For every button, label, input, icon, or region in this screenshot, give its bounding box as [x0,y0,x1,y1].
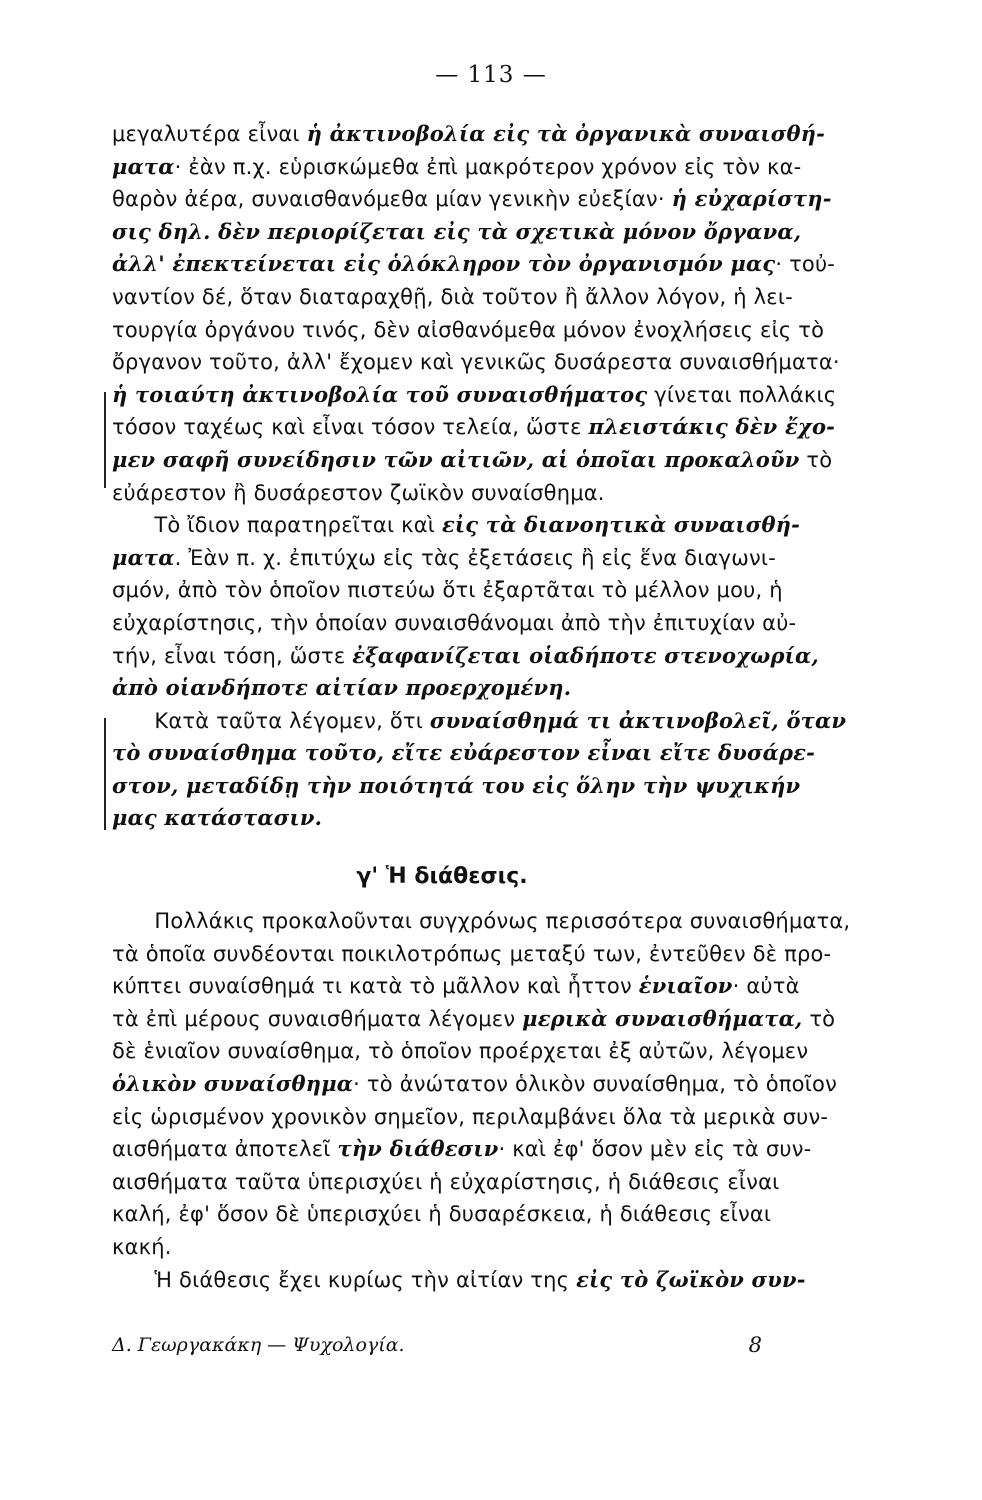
text-line [112,672,772,705]
text-run: · ἐὰν π.χ. εὑρισκώμεθα ἐπὶ μακρότερον χρόνον εἰς τὸν κα- [174,154,802,179]
text-run: σμόν, ἀπὸ τὸν ὁποῖον πιστεύω ὅτι ἐξαρτᾶται τὸ μέλλον μου, ἡ [112,578,783,603]
emphasized-text: ἡ εὐχαρίστη- [671,186,832,212]
text-line [112,542,776,575]
text-line [112,1068,837,1101]
text-line [112,640,819,673]
emphasized-text: ἀλλ' ἐπεκτείνεται εἰς ὁλόκληρον τὸν ὀργανισμόν μας [112,251,776,277]
text-run: αισθήματα ἀποτελεῖ [112,1137,338,1162]
text-run: Ἡ διάθεσις ἔχει κυρίως τὴν αἰτίαν της [112,1267,577,1292]
text-run: τὰ ὁποῖα συνδέονται ποικιλοτρόπως μεταξύ των, ἐντεῦθεν δὲ προ- [112,941,832,966]
text-line [112,216,802,249]
text-run: τουργία ὀργάνου τινός, δὲν αἰσθανόμεθα μόνον ἐνοχλήσεις εἰς τὸ [112,317,825,342]
text-line [112,802,772,835]
text-run: · αὐτὰ [732,974,800,999]
text-run: τὰ ἐπὶ μέρους συναισθήματα λέγομεν [112,1006,523,1031]
footer-author-title: Δ. Γεωργακάκη — Ψυχολογία. [112,1334,405,1356]
text-line [112,151,802,184]
signature-mark: 8 [748,1333,762,1357]
text-run: Τὸ ἴδιον παρατηρεῖται καὶ [112,513,442,538]
emphasized-text: εἰς τὰ διανοητικὰ συναισθή- [441,512,801,538]
text-run: κακή. [112,1235,172,1259]
text-run: τήν, εἶναι τόση, ὥστε [112,643,353,668]
text-line [112,705,847,738]
text-run: καλή, ἐφ' ὅσον δὲ ὑπερισχύει ἡ δυσαρέσκεια, ἡ διάθεσις εἶναι [112,1202,772,1227]
text-line [112,509,801,542]
text-run: εὐχαρίστησις, τὴν ὁποίαν συναισθάνομαι ἀπὸ τὴν ἐπιτυχίαν αὐ- [112,610,797,635]
text-line [112,346,840,379]
text-line [112,737,816,770]
text-run: · τοὐ- [775,252,836,277]
page-number: — 113 — [435,62,547,88]
text-line [112,607,797,640]
emphasized-text: ματα [112,544,175,570]
emphasized-text: ἡ τοιαύτη ἀκτινοβολία τοῦ συναισθήματος [112,381,648,407]
page-footer [112,1330,772,1360]
paragraph-group-radiation [112,118,847,835]
text-line [112,1133,812,1166]
text-line [112,1003,836,1036]
text-run: μεγαλυτέρα εἶναι [112,122,307,146]
margin-line-mark [104,718,106,830]
text-run: θαρὸν ἀέρα, συναισθανόμεθα μίαν γενικὴν εὐεξίαν· [112,187,672,212]
text-line [112,379,837,412]
emphasized-text: ματα [112,153,175,179]
text-line [112,248,836,281]
text-line [112,1264,806,1297]
text-line [112,183,832,216]
emphasized-text: μερικὰ συναισθήματα, [522,1005,803,1031]
text-run: εἰς ὡρισμένον χρονικὸν σημεῖον, περιλαμβάνει ὅλα τὰ μερικὰ συν- [112,1104,829,1129]
emphasized-text: μεν σαφῆ συνείδησιν τῶν αἰτιῶν, αἱ ὁποῖαι προκαλοῦν [112,446,800,472]
margin-line-mark [104,392,106,488]
text-line [112,970,800,1003]
emphasized-text: μας κατάστασιν. [112,805,323,831]
emphasized-text: εἰς τὸ ζωϊκὸν συν- [576,1266,806,1292]
text-run: ὄργανον τοῦτο, ἀλλ' ἔχομεν καὶ γενικῶς δυσάρεστα συναισθήματα· [112,350,840,375]
paragraph-group-mood [112,905,851,1296]
emphasized-text: στον, μεταδίδῃ τὴν ποιότητά του εἰς ὅλην τὴν ψυχικήν [112,772,801,798]
body-text [112,118,851,1296]
text-line [112,411,836,444]
text-line [112,905,851,938]
text-run: · τὸ ἀνώτατον ὁλικὸν συναίσθημα, τὸ ὁποῖον [353,1072,837,1097]
emphasized-text: τὴν διάθεσιν [337,1136,499,1162]
text-line [112,444,833,477]
text-line [112,314,825,347]
text-line [112,118,826,151]
text-run: δὲ ἑνιαῖον συναίσθημα, τὸ ὁποῖον προέρχεται ἐξ αὐτῶν, λέγομεν [112,1039,809,1064]
section-heading: γ' Ἡ διάθεσις. [356,864,528,890]
text-line [112,1101,829,1134]
emphasized-text: ἀπὸ οἱανδήποτε αἰτίαν προερχομένη. [112,675,572,701]
text-run: γίνεται πολλάκις [647,382,837,407]
text-run: τὸ [802,1006,836,1031]
emphasized-text: σις δηλ. δὲν περιορίζεται εἰς τὰ σχετικὰ μόνον ὄργανα, [112,218,802,244]
emphasized-text: συναίσθημά τι ἀκτινοβολεῖ, ὅταν [429,707,847,733]
text-line [112,1198,772,1231]
emphasized-text: ἑνιαῖον [638,973,733,999]
text-line [112,1035,809,1068]
text-line [112,770,801,803]
text-run: Πολλάκις προκαλοῦνται συγχρόνως περισσότερα συναισθήματα, [112,909,851,934]
emphasized-text: ἐξαφανίζεται οἱαδήποτε στενοχωρία, [352,642,819,668]
text-run: Κατὰ ταῦτα λέγομεν, ὅτι [112,708,430,733]
text-run: · καὶ ἐφ' ὅσον μὲν εἰς τὰ συν- [498,1137,812,1162]
emphasized-text: τὸ συναίσθημα τοῦτο, εἴτε εὐάρεστον εἶναι εἴτε δυσάρε- [112,740,816,766]
text-line [112,1231,772,1264]
text-line [112,1166,780,1199]
text-run: . Ἐὰν π. χ. ἐπιτύχω εἰς τὰς ἐξετάσεις ἢ εἰς ἕνα διαγωνι- [174,545,776,570]
text-run: κύπτει συναίσθημά τι κατὰ τὸ μᾶλλον καὶ ἧττον [112,974,639,999]
emphasized-text: πλειστάκις δὲν ἔχο- [588,414,836,440]
emphasized-text: ἡ ἀκτινοβολία εἰς τὰ ὀργανικὰ συναισθή- [306,121,826,146]
text-line [112,281,793,314]
text-line [112,477,772,510]
text-run: τόσον ταχέως καὶ εἶναι τόσον τελεία, ὥστε [112,415,589,440]
text-run: ναντίον δέ, ὅταν διαταραχθῇ, διὰ τοῦτον ἢ ἄλλον λόγον, ἡ λει- [112,284,793,309]
emphasized-text: ὁλικὸν συναίσθημα [112,1071,354,1097]
text-line [112,938,832,971]
text-run: τὸ [799,447,833,472]
text-line [112,574,783,607]
text-run: αισθήματα ταῦτα ὑπερισχύει ἡ εὐχαρίστησις, ἡ διάθεσις εἶναι [112,1169,780,1194]
text-run: εὐάρεστον ἢ δυσάρεστον ζωϊκὸν συναίσθημα. [112,480,605,505]
